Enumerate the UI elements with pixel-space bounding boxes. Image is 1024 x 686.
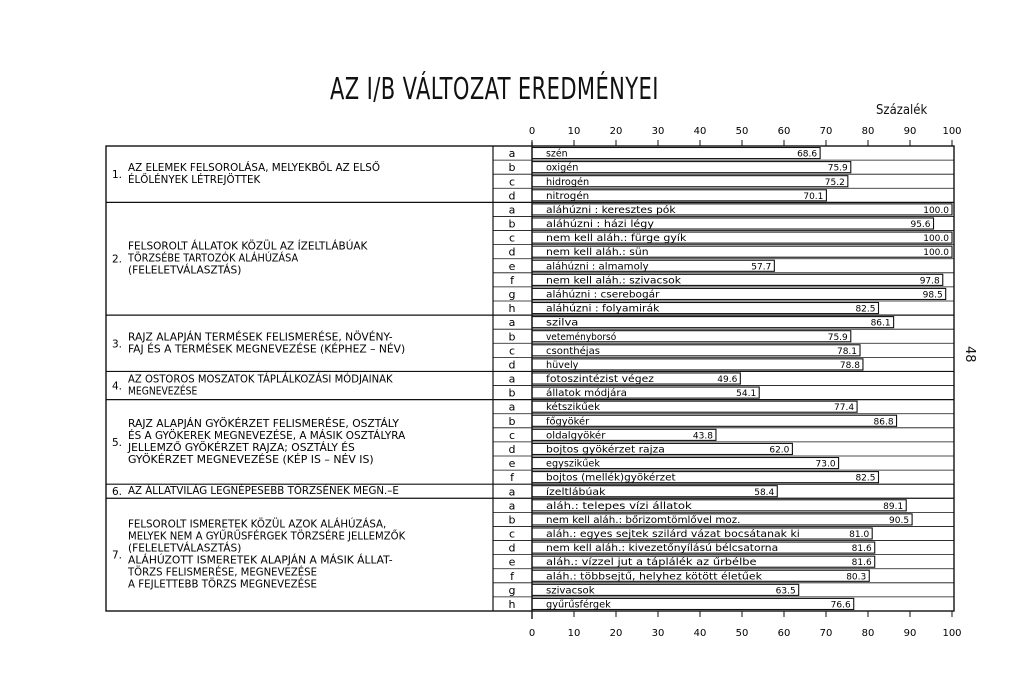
bar-value: 81.6 [851,558,872,569]
question-text: MELYEK NEM A GYŰRŰSFÉRGEK TÖRZSÉRE JELLEMZŐK [128,530,417,543]
tick-label-bottom: 40 [693,628,707,639]
tick-label-top: 70 [819,126,833,137]
item-letter: a [508,400,516,414]
data-bar [532,317,894,328]
bar-value: 57.7 [751,262,772,273]
tick-label-top: 20 [609,126,623,137]
bar-label: gyűrűsférgek [546,599,612,611]
question-number: 7. [112,549,123,562]
tick-label-bottom: 100 [942,628,962,639]
bar-label: oldalgyökér [546,430,606,442]
item-letter: a [508,499,516,513]
bar-value: 77.4 [834,403,855,414]
tick-label-bottom: 70 [819,628,833,639]
question-number: 6. [112,486,123,499]
bar-value: 82.5 [855,473,876,484]
question-text: ALÁHÚZOTT ISMERETEK ALAPJÁN A MÁSIK ÁLLAT- [128,554,388,567]
item-letter: c [508,231,516,245]
bar-value: 100.0 [923,205,949,216]
question-number: 3. [112,338,123,351]
item-letter: d [508,541,516,555]
tick-label-bottom: 80 [861,628,875,639]
question-text: TÖRZSÉBE TARTOZÓK ALÁHÚZÁSA [128,252,312,265]
item-letter: b [508,217,516,231]
bar-label: nitrogén [546,190,590,202]
bar-label: nem kell aláh.: szivacsok [546,275,682,287]
bar-label: aláhúzni : folyamirák [546,303,660,315]
tick-label-bottom: 30 [651,628,665,639]
bar-value: 75.9 [827,332,848,343]
tick-label-bottom: 0 [528,628,536,639]
item-letter: h [508,598,516,611]
bar-label: fotoszintézist végez [546,374,655,386]
question-text: JELLEMZŐ GYÖKÉRZET RAJZA; OSZTÁLY ÉS [128,441,351,454]
bar-label: ízeltlábúak [546,486,606,498]
bar-value: 80.3 [846,572,867,583]
item-letter: b [508,161,516,175]
bar-value: 95.6 [910,220,931,231]
item-letter: a [508,147,516,161]
bar-label: nem kell aláh.: kivezetőnyílású bélcsatorna [546,543,779,555]
tick-label-bottom: 50 [735,628,749,639]
bar-label: szén [546,148,568,160]
item-letter: e [508,457,516,471]
item-letter: g [508,583,516,597]
item-letter: g [508,288,516,301]
question-number: 4. [112,380,123,393]
bar-label: bojtos (mellék)gyökérzet [546,472,676,484]
tick-label-top: 0 [528,126,536,137]
bar-label: nem kell aláh.: bőrizomtömlővel moz. [546,514,741,526]
question-text: ÉLŐLÉNYEK LÉTREJÖTTEK [128,174,263,187]
bar-value: 97.8 [919,276,940,287]
item-letter: a [508,203,516,217]
item-letter: a [508,485,516,499]
bar-value: 89.1 [883,501,904,512]
tick-label-top: 80 [861,126,875,137]
data-bar [532,162,851,173]
item-letter: c [508,428,516,442]
tick-label-top: 90 [903,126,917,137]
bar-label: aláh.: telepes vízi állatok [546,500,693,512]
bar-value: 54.1 [736,389,757,400]
tick-label-bottom: 60 [777,628,791,639]
item-letter: h [508,302,516,316]
tick-label-top: 100 [942,126,962,137]
chart-title: AZ I/B VÁLTOZAT EREDMÉNYEI [330,72,659,107]
item-letter: b [508,386,516,400]
item-letter: e [508,555,516,569]
bar-value: 90.5 [889,515,910,526]
bar-label: csonthéjas [546,345,601,357]
question-text: FAJ ÉS A TERMÉSEK MEGNEVEZÉSE (KÉPHEZ – NÉV) [128,343,400,356]
question-text: (FELELETVÁLASZTÁS) [128,264,241,277]
bar-label: kétszikűek [546,402,601,414]
question-text: FELSOROLT ÁLLATOK KÖZÜL AZ ÍZELTLÁBÚAK [128,240,368,253]
data-bar [532,148,820,159]
tick-label-top: 40 [693,126,707,137]
tick-label-bottom: 10 [567,628,581,639]
bar-label: oxigén [546,162,579,174]
question-number: 1. [112,169,123,182]
question-text: AZ ELEMEK FELSOROLÁSA, MELYEKBŐL AZ ELSŐ [128,162,384,175]
tick-label-top: 10 [567,126,581,137]
question-text: A FEJLETTEBB TÖRZS MEGNEVEZÉSE [128,578,323,591]
bar-label: nem kell aláh.: fürge gyík [546,233,687,245]
bar-value: 62.0 [769,445,790,456]
tick-label-top: 50 [735,126,749,137]
bar-value: 76.6 [830,600,851,611]
data-bar [532,359,863,370]
question-text: TÖRZS FELISMERÉSE, MEGNEVEZÉSE [128,566,325,579]
bar-value: 86.1 [870,318,891,329]
item-letter: a [508,372,516,386]
bar-value: 100.0 [923,234,949,245]
question-text: RAJZ ALAPJÁN TERMÉSEK FELISMERÉSE, NÖVÉNY- [128,331,388,344]
bar-label: aláh.: vízzel jut a táplálék az űrbélbe [546,557,757,569]
bar-value: 81.0 [849,530,870,541]
item-letter: b [508,513,516,527]
question-number: 5. [112,436,123,449]
bar-value: 82.5 [855,304,876,315]
tick-label-top: 60 [777,126,791,137]
item-letter: c [508,344,516,358]
question-text: RAJZ ALAPJÁN GYÖKÉRZET FELISMERÉSE, OSZTÁLY [128,417,394,430]
item-letter: f [510,569,514,583]
item-letter: d [508,443,516,456]
tick-label-bottom: 90 [903,628,917,639]
item-letter: c [508,175,516,189]
question-text: ÉS A GYÖKEREK MEGNEVEZÉSE, A MÁSIK OSZTÁLYRA [128,429,408,442]
question-text: AZ ÁLLATVILÁG LEGNÉPESEBB TÖRZSÉNEK MEGN.–E [128,485,406,498]
bar-label: aláh.: egyes sejtek szilárd vázat bocsátanak ki [546,529,800,541]
bar-label: főgyökér [546,416,590,428]
bar-label: szilva [546,317,579,329]
item-letter: d [508,189,516,203]
question-text: GYÖKÉRZET MEGNEVEZÉSE (KÉP IS – NÉV IS) [128,453,365,466]
item-letter: f [510,471,514,485]
bar-value: 70.1 [803,191,824,202]
bar-value: 73.0 [815,459,836,470]
bar-label: nem kell aláh.: sün [546,247,649,259]
bar-label: bojtos gyökérzet rajza [546,444,665,456]
axis-unit-label: Százalék [876,103,928,118]
bar-value: 58.4 [754,487,775,498]
bar-value: 98.5 [922,290,943,301]
bar-label: aláhúzni : házi légy [546,219,655,231]
item-letter: f [510,273,514,287]
question-text: AZ OSTOROS MOSZATOK TÁPLÁLKOZÁSI MÓDJAINAK [128,373,405,386]
bar-value: 75.2 [824,177,845,188]
bar-label: veteményborsó [546,331,617,343]
bar-label: szivacsok [546,585,596,597]
question-text: FELSOROLT ISMERETEK KÖZÜL AZOK ALÁHÚZÁSA, [128,518,393,531]
item-letter: b [508,330,516,344]
tick-label-bottom: 20 [609,628,623,639]
bar-value: 78.8 [839,360,860,371]
item-letter: a [508,316,516,330]
item-letter: c [508,527,516,541]
question-number: 2. [112,253,123,266]
item-letter: e [508,259,516,273]
item-letter: d [508,245,516,259]
bar-value: 100.0 [923,248,949,259]
bar-label: aláh.: többsejtű, helyhez kötött életűek [546,571,763,583]
bar-label: egyszikűek [546,458,601,470]
bar-label: állatok módjára [546,388,627,400]
bar-value: 63.5 [775,586,796,597]
question-text: MEGNEVEZÉSE [128,385,208,398]
bar-label: hüvely [546,359,579,371]
bar-value: 68.6 [797,149,818,160]
bar-value: 49.6 [717,375,738,386]
bar-label: hidrogén [546,176,590,188]
bar-value: 86.8 [873,417,894,428]
bar-label: aláhúzni : cserebogár [546,289,660,301]
question-text: (FELELETVÁLASZTÁS) [128,542,241,555]
page-number: 48 [962,346,977,363]
bar-label: aláhúzni : almamoly [546,261,650,273]
bar-value: 78.1 [836,346,858,357]
bar-value: 75.9 [827,163,848,174]
bar-value: 81.6 [851,544,872,555]
item-letter: b [508,414,516,428]
tick-label-top: 30 [651,126,665,137]
bar-label: aláhúzni : keresztes pók [546,204,677,216]
item-letter: d [508,358,516,372]
bar-value: 43.8 [692,431,713,442]
